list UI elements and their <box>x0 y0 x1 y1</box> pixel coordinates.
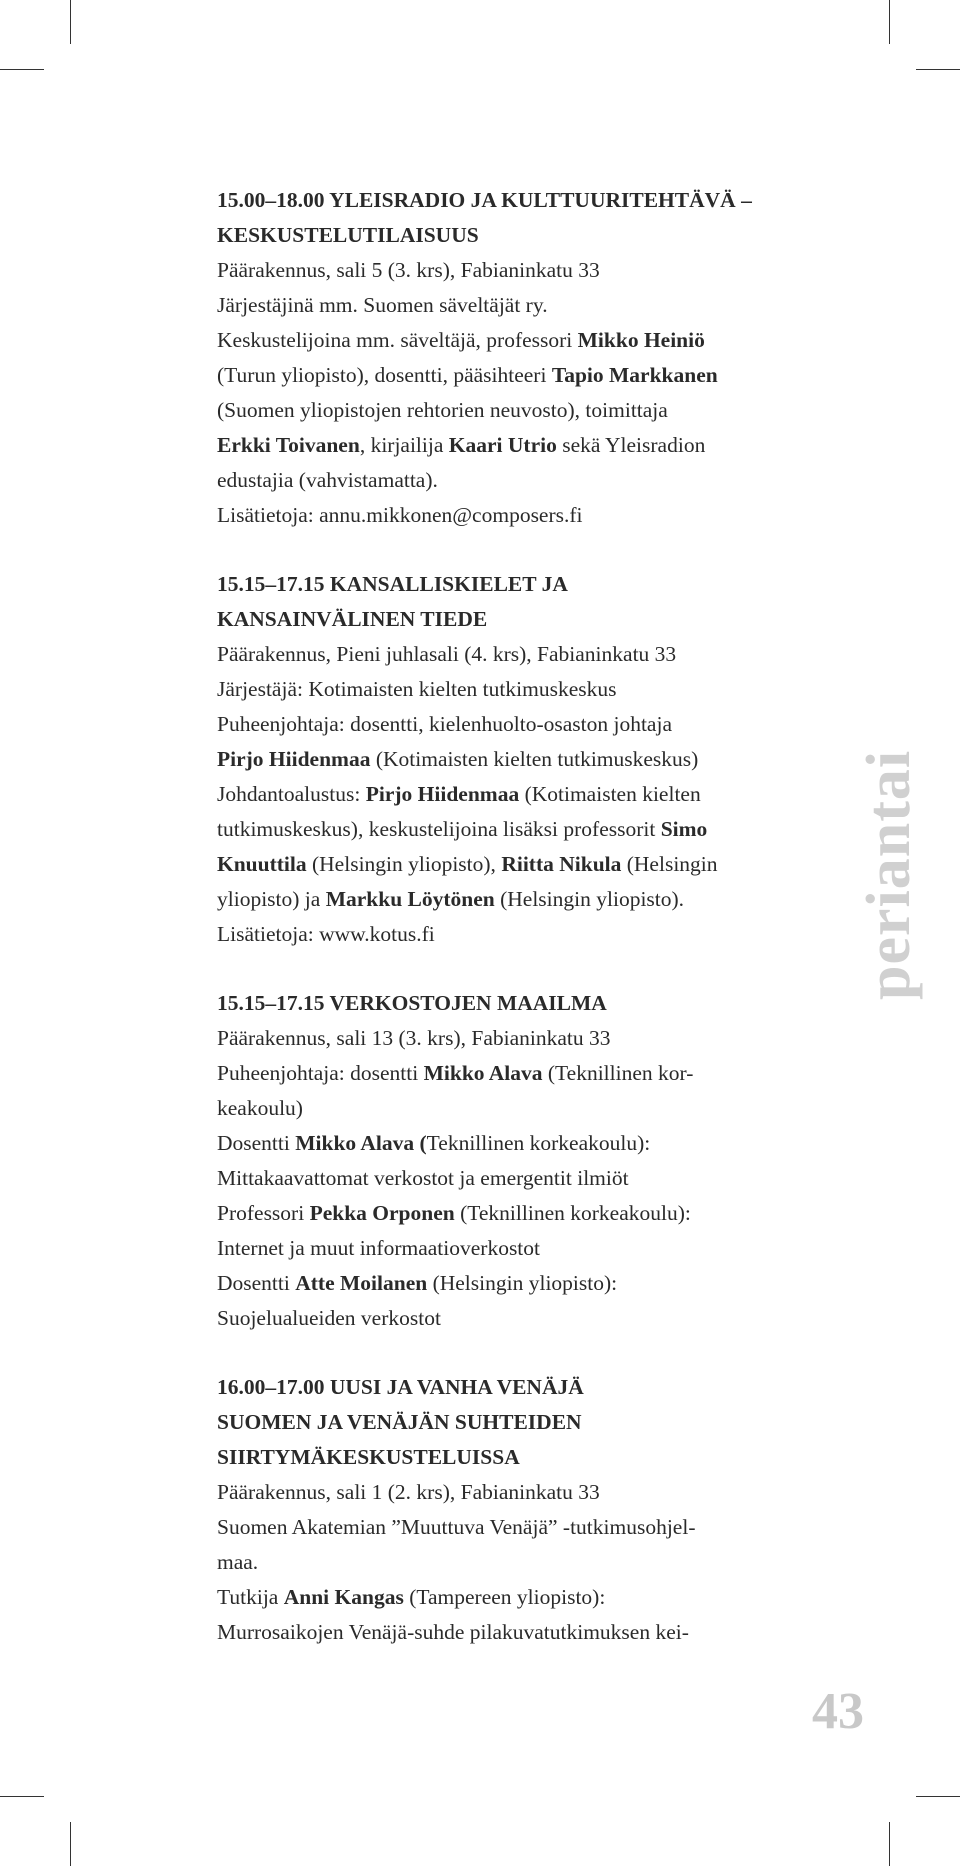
event-heading: KANSAINVÄLINEN TIEDE <box>217 607 488 631</box>
side-day-label: periantai <box>855 749 923 1000</box>
event-detail-line <box>217 428 817 463</box>
person-name: Mikko Heiniö <box>577 328 705 352</box>
text-segment: sekä Yleisradion <box>556 433 706 457</box>
event-detail-line <box>217 917 817 952</box>
event-heading: KESKUSTELUTILAISUUS <box>217 223 479 247</box>
text-segment: keakoulu) <box>217 1096 303 1120</box>
event-detail-line <box>217 393 817 428</box>
event-detail-line <box>217 1510 817 1545</box>
text-segment: (Helsingin yliopisto): <box>427 1271 618 1295</box>
text-segment: Suomen Akatemian ”Muuttuva Venäjä” -tutkimusohjel- <box>217 1515 696 1539</box>
event-detail-line <box>217 288 817 323</box>
event-detail-line <box>217 777 817 812</box>
text-segment: , kirjailija <box>359 433 449 457</box>
event-list <box>217 183 817 1684</box>
event-detail-line <box>217 812 817 847</box>
event-detail-line <box>217 1475 817 1510</box>
event-detail-line <box>217 847 817 882</box>
text-segment: Mittakaavattomat verkostot ja emergentit ilmiöt <box>217 1166 629 1190</box>
person-name: Pirjo Hiidenmaa <box>217 747 371 771</box>
person-name: Pirjo Hiidenmaa <box>365 782 520 806</box>
event-detail-line <box>217 498 817 533</box>
text-segment: Puheenjohtaja: dosentti <box>217 1061 424 1085</box>
text-segment: Lisätietoja: annu.mikkonen@composers.fi <box>217 503 583 527</box>
text-segment: Johdantoalustus: <box>217 782 366 806</box>
crop-mark-top-right <box>889 0 890 44</box>
text-segment: (Kotimaisten kielten tutkimuskeskus) <box>370 747 699 771</box>
text-segment: yliopisto) ja <box>217 887 326 911</box>
text-segment: maa. <box>217 1550 259 1574</box>
person-name: Mikko Alava ( <box>295 1131 427 1155</box>
text-segment: Järjestäjä: Kotimaisten kielten tutkimuskeskus <box>217 677 617 701</box>
text-segment: (Teknillinen kor- <box>542 1061 694 1085</box>
event-detail-line <box>217 1231 817 1266</box>
text-segment: (Kotimaisten kielten <box>519 782 701 806</box>
text-segment: Keskustelijoina mm. säveltäjä, professori <box>217 328 578 352</box>
page-number: 43 <box>812 1683 864 1740</box>
event-block <box>217 1370 817 1650</box>
text-segment: (Helsingin <box>621 852 718 876</box>
text-segment: Dosentti <box>217 1271 296 1295</box>
event-detail-line <box>217 1545 817 1580</box>
person-name: Riitta Nikula <box>501 852 622 876</box>
text-segment: tutkimuskeskus), keskustelijoina lisäksi professorit <box>217 817 661 841</box>
text-segment: (Turun yliopisto), dosentti, pääsihteeri <box>217 363 552 387</box>
event-heading: SUOMEN JA VENÄJÄN SUHTEIDEN <box>217 1410 582 1434</box>
event-heading: 15.00–18.00 YLEISRADIO JA KULTTUURITEHTÄVÄ – <box>217 188 752 212</box>
crop-mark-top-left <box>70 0 71 44</box>
text-segment: Internet ja muut informaatioverkostot <box>217 1236 541 1260</box>
event-detail-line <box>217 1161 817 1196</box>
text-segment: Päärakennus, sali 13 (3. krs), Fabianinkatu 33 <box>217 1026 611 1050</box>
crop-mark-bottom-left <box>70 1822 71 1866</box>
person-name: Mikko Alava <box>423 1061 543 1085</box>
event-detail-line <box>217 1021 817 1056</box>
text-segment: (Teknillinen korkeakoulu): <box>454 1201 691 1225</box>
crop-mark-top-left-h <box>0 69 44 70</box>
event-detail-line <box>217 323 817 358</box>
event-detail-line <box>217 882 817 917</box>
event-heading: SIIRTYMÄKESKUSTELUISSA <box>217 1445 520 1469</box>
person-name: Markku Löytönen <box>325 887 495 911</box>
text-segment: Järjestäjinä mm. Suomen säveltäjät ry. <box>217 293 548 317</box>
text-segment: (Helsingin yliopisto), <box>306 852 502 876</box>
text-segment: (Suomen yliopistojen rehtorien neuvosto), toimittaja <box>217 398 668 422</box>
event-heading: 15.15–17.15 VERKOSTOJEN MAAILMA <box>217 991 607 1015</box>
event-block <box>217 567 817 952</box>
event-heading: 16.00–17.00 UUSI JA VANHA VENÄJÄ <box>217 1375 584 1399</box>
event-detail-line <box>217 463 817 498</box>
text-segment: (Tampereen yliopisto): <box>403 1585 606 1609</box>
event-detail-line <box>217 1056 817 1091</box>
text-segment: Teknillinen korkeakoulu): <box>426 1131 651 1155</box>
person-name: Knuuttila <box>217 852 307 876</box>
person-name: Tapio Markkanen <box>551 363 718 387</box>
text-segment: (Helsingin yliopisto). <box>494 887 685 911</box>
text-segment: edustajia (vahvistamatta). <box>217 468 438 492</box>
text-segment: Professori <box>217 1201 310 1225</box>
event-heading: 15.15–17.15 KANSALLISKIELET JA <box>217 572 568 596</box>
crop-mark-bottom-right <box>889 1822 890 1866</box>
event-detail-line <box>217 637 817 672</box>
text-segment: Päärakennus, Pieni juhlasali (4. krs), Fabianinkatu 33 <box>217 642 677 666</box>
text-segment: Päärakennus, sali 1 (2. krs), Fabianinkatu 33 <box>217 1480 600 1504</box>
person-name: Atte Moilanen <box>295 1271 428 1295</box>
person-name: Erkki Toivanen <box>217 433 360 457</box>
event-detail-line <box>217 742 817 777</box>
event-detail-line <box>217 1580 817 1615</box>
crop-mark-bottom-left-h <box>0 1796 44 1797</box>
text-segment: Tutkija <box>217 1585 284 1609</box>
person-name: Simo <box>660 817 708 841</box>
crop-mark-bottom-right-h <box>916 1796 960 1797</box>
event-detail-line <box>217 707 817 742</box>
event-detail-line <box>217 358 817 393</box>
person-name: Anni Kangas <box>283 1585 404 1609</box>
person-name: Kaari Utrio <box>448 433 557 457</box>
crop-mark-top-right-h <box>916 69 960 70</box>
text-segment: Puheenjohtaja: dosentti, kielenhuolto-osaston johtaja <box>217 712 672 736</box>
event-detail-line <box>217 1266 817 1301</box>
event-block <box>217 183 817 533</box>
event-block <box>217 986 817 1336</box>
event-detail-line <box>217 1615 817 1650</box>
event-detail-line <box>217 1091 817 1126</box>
text-segment: Dosentti <box>217 1131 296 1155</box>
text-segment: Suojelualueiden verkostot <box>217 1306 441 1330</box>
event-detail-line <box>217 1196 817 1231</box>
event-detail-line <box>217 672 817 707</box>
event-detail-line <box>217 253 817 288</box>
person-name: Pekka Orponen <box>309 1201 455 1225</box>
text-segment: Murrosaikojen Venäjä-suhde pilakuvatutkimuksen kei- <box>217 1620 689 1644</box>
event-detail-line <box>217 1301 817 1336</box>
event-detail-line <box>217 1126 817 1161</box>
text-segment: Päärakennus, sali 5 (3. krs), Fabianinkatu 33 <box>217 258 600 282</box>
text-segment: Lisätietoja: www.kotus.fi <box>217 922 435 946</box>
